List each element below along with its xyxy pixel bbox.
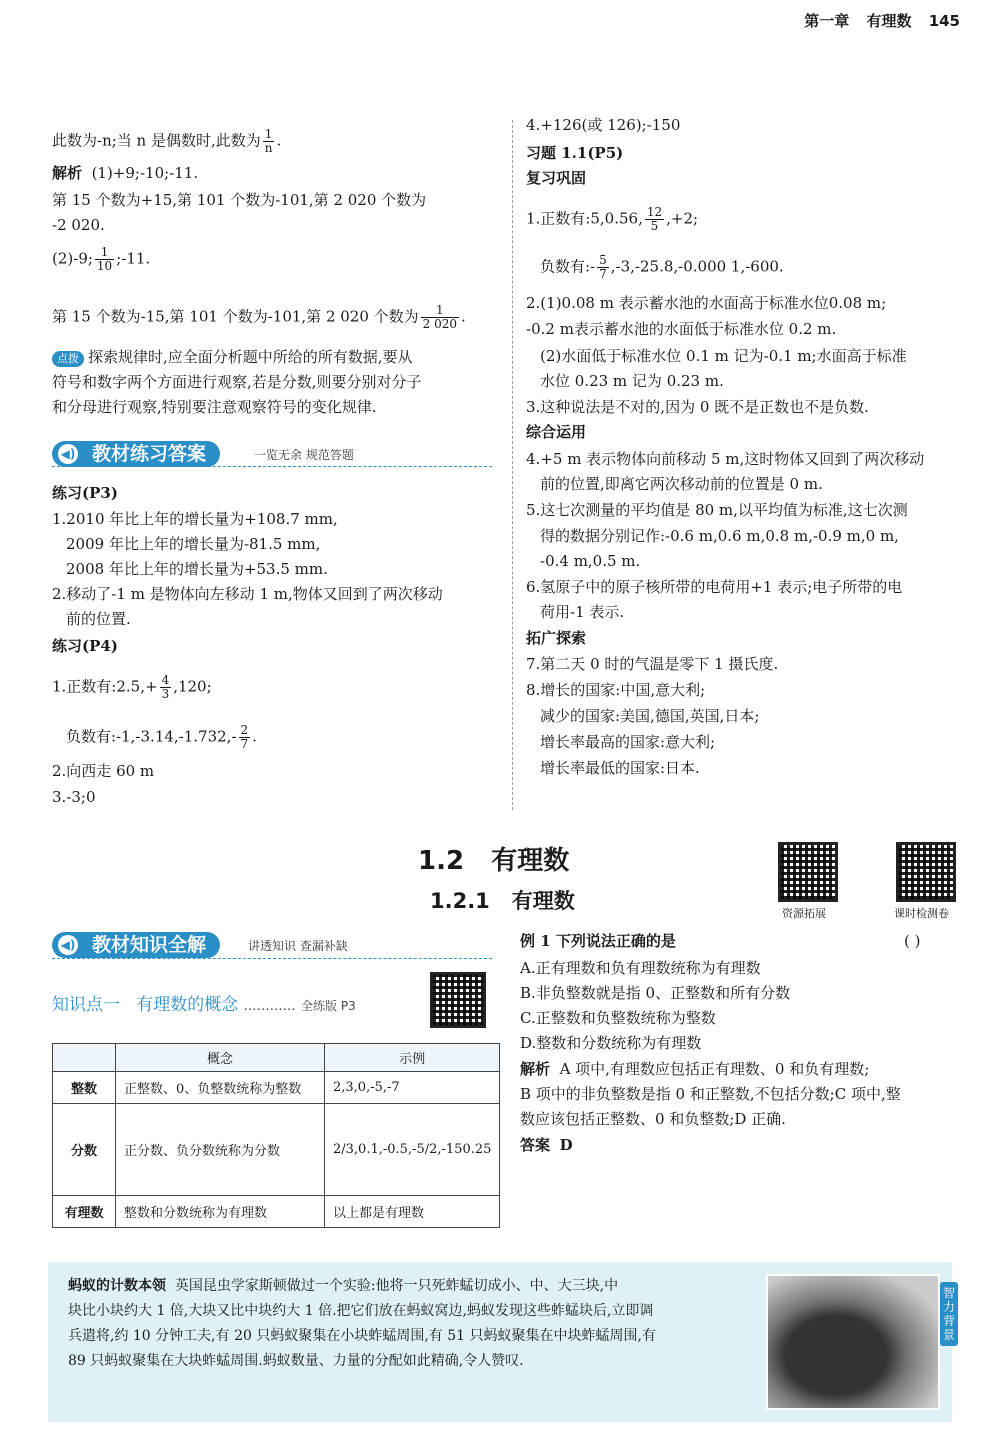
text-line: 增长率最高的国家:意大利; [540, 733, 716, 751]
section-banner: ◀) 教材练习答案 [52, 441, 220, 467]
analysis-line: 解析 A 项中,有理数应包括正有理数、0 和负有理数; [520, 1060, 870, 1078]
chapter-title: 有理数 [866, 12, 912, 30]
text-line: 1.2010 年比上年的增长量为+108.7 mm, [52, 510, 338, 528]
qr-label: 资源拓展 [782, 907, 826, 920]
tip-line: 和分母进行观察,特别要注意观察符号的变化规律. [52, 398, 377, 416]
qr-code-test[interactable] [896, 842, 956, 902]
analysis-line: 解析 (1)+9;-10;-11. [52, 164, 199, 182]
text-line: 前的位置,即离它两次移动前的位置是 0 m. [540, 475, 823, 493]
table-row: 整数 正整数、0、负整数统称为整数 2,3,0,-5,-7 [53, 1072, 500, 1104]
option-d: D.整数和分数统称为有理数 [520, 1034, 702, 1052]
concept-table [52, 1043, 500, 1228]
side-tag: 智力背景 [940, 1282, 958, 1346]
practice-title: 练习(P4) [52, 637, 118, 655]
subsection-label: 综合运用 [526, 423, 587, 441]
qr-label: 课时检测卷 [894, 907, 949, 920]
text-line: 2009 年比上年的增长量为-81.5 mm, [66, 535, 321, 553]
divider [52, 958, 492, 959]
text-line: 2.向西走 60 m [52, 762, 155, 780]
text-line: 3.-3;0 [52, 788, 96, 806]
speaker-icon: ◀) [58, 935, 78, 955]
text-line: 5.这七次测量的平均值是 80 m,以平均值为标准,这七次测 [526, 501, 908, 519]
text-line: 此数为-n;当 n 是偶数时,此数为 $\frac{1}{n}$ . [52, 127, 282, 155]
text-line: (2)水面低于标准水位 0.1 m 记为-0.1 m;水面高于标准 [540, 347, 907, 365]
option-a: A.正有理数和负有理数统称为有理数 [520, 959, 761, 977]
text-line: 4.+5 m 表示物体向前移动 5 m,这时物体又回到了两次移动 [526, 450, 925, 468]
text-line: -0.2 m表示蓄水池的水面低于标准水位 0.2 m. [526, 320, 837, 338]
subsection-label: 复习巩固 [526, 169, 587, 187]
analysis-line: B 项中的非负整数是指 0 和正整数,不包括分数;C 项中,整 [520, 1085, 901, 1103]
text-line: -2 020. [52, 216, 105, 234]
text-line: -0.4 m,0.5 m. [540, 552, 641, 570]
subsection-label: 拓广探索 [526, 629, 587, 647]
tip-badge: 点拨 [52, 351, 84, 367]
text-line: 增长率最低的国家:日本. [540, 759, 700, 777]
text-line: 前的位置. [66, 610, 131, 628]
qr-code-practice[interactable] [430, 972, 486, 1028]
example-question: 例 1 下列说法正确的是 [520, 932, 676, 950]
text-line: 得的数据分别记作:-0.6 m,0.6 m,0.8 m,-0.9 m,0 m, [540, 527, 899, 545]
info-text: 蚂蚁的计数本领 英国昆虫学家斯顿做过一个实验:他将一只死蚱蜢切成小、中、大三块,中 块比小块约大 1 倍,大块又比中块约大 1 倍.把它们放在蚂蚁窝边,蚂蚁发现这些蚱蜢块后,立即调 兵遣将,约 10 分钟工夫,有 20 只蚂蚁聚集在小块蚱蜢周围,有 51 只蚂蚁聚集在中块蚱蜢周围,有 89 只蚂蚁聚集在大块蚱蜢周围.蚂蚁数量、力量的分配如此精确,令人赞叹. [68, 1278, 656, 1369]
page-header [792, 10, 960, 31]
text-line: (2)-9; $\frac{1}{10}$ ;-11. [52, 245, 151, 273]
answer-paren: ( ) [904, 932, 921, 950]
option-c: C.正整数和负整数统称为整数 [520, 1009, 716, 1027]
chapter-label: 第一章 [804, 12, 850, 30]
section-heading: 1.2 有理数 [418, 846, 570, 876]
text-line: 负数有:- $\frac{5}{7}$ ,-3,-25.8,-0.000 1,-600. [540, 253, 784, 281]
qr-code-resources[interactable] [778, 842, 838, 902]
text-line: 1.正数有:2.5,+ $\frac{4}{3}$ ,120; [52, 673, 212, 701]
analysis-label: 解析 [52, 164, 83, 182]
table-header [53, 1044, 116, 1072]
page-number: 145 [928, 12, 960, 30]
text-line: 荷用-1 表示. [540, 603, 625, 621]
table-header: 示例 [325, 1044, 500, 1072]
tip-line: 符号和数字两个方面进行观察,若是分数,则要分别对分子 [52, 373, 422, 391]
ant-photo [766, 1274, 940, 1410]
text-line: 2.(1)0.08 m 表示蓄水池的水面高于标准水位0.08 m; [526, 294, 887, 312]
tip-line: 点拨 探索规律时,应全面分析题中所给的所有数据,要从 [52, 346, 413, 368]
section-banner: ◀) 教材知识全解 [52, 932, 220, 958]
subsection-heading: 1.2.1 有理数 [430, 889, 575, 913]
text-line: 水位 0.23 m 记为 0.23 m. [540, 372, 724, 390]
text-line: 2008 年比上年的增长量为+53.5 mm. [66, 560, 328, 578]
table-row: 分数 正分数、负分数统称为分数 2/3,0.1,-0.5,-5/2,-150.25 [53, 1104, 500, 1196]
text-line: 第 15 个数为-15,第 101 个数为-101,第 2 020 个数为 $\frac{1}{2 020}$ . [52, 303, 466, 331]
divider [52, 466, 492, 467]
table-row: 有理数 整数和分数统称为有理数 以上都是有理数 [53, 1196, 500, 1228]
banner-subtitle: 讲透知识 查漏补缺 [248, 939, 348, 953]
text-line: 负数有:-1,-3.14,-1.732,- $\frac{2}{7}$ . [66, 723, 257, 751]
column-divider [512, 120, 513, 810]
text-line: 6.氢原子中的原子核所带的电荷用+1 表示;电子所带的电 [526, 578, 903, 596]
info-box [48, 1262, 955, 1422]
analysis-line: 数应该包括正整数、0 和负整数;D 正确. [520, 1110, 786, 1128]
exercise-title: 习题 1.1(P5) [526, 144, 624, 162]
text-line: 1.正数有:5,0.56, $\frac{12}{5}$ ,+2; [526, 205, 699, 233]
text-line: 3.这种说法是不对的,因为 0 既不是正数也不是负数. [526, 398, 869, 416]
table-header: 概念 [116, 1044, 325, 1072]
speaker-icon: ◀) [58, 444, 78, 464]
text-line: 7.第二天 0 时的气温是零下 1 摄氏度. [526, 655, 779, 673]
text-line: 减少的国家:美国,德国,英国,日本; [540, 707, 760, 725]
practice-title: 练习(P3) [52, 484, 118, 502]
text-line: 2.移动了-1 m 是物体向左移动 1 m,物体又回到了两次移动 [52, 585, 443, 603]
text-line: 第 15 个数为+15,第 101 个数为-101,第 2 020 个数为 [52, 191, 427, 209]
answer-line: 答案 D [520, 1136, 573, 1154]
text-line: 8.增长的国家:中国,意大利; [526, 681, 706, 699]
banner-subtitle: 一览无余 规范答题 [254, 448, 354, 462]
text-line: 4.+126(或 126);-150 [526, 116, 681, 134]
option-b: B.非负整数就是指 0、正整数和所有分数 [520, 984, 791, 1002]
knowledge-point-title: 知识点一 有理数的概念 ………… 全练版 P3 [52, 995, 356, 1015]
